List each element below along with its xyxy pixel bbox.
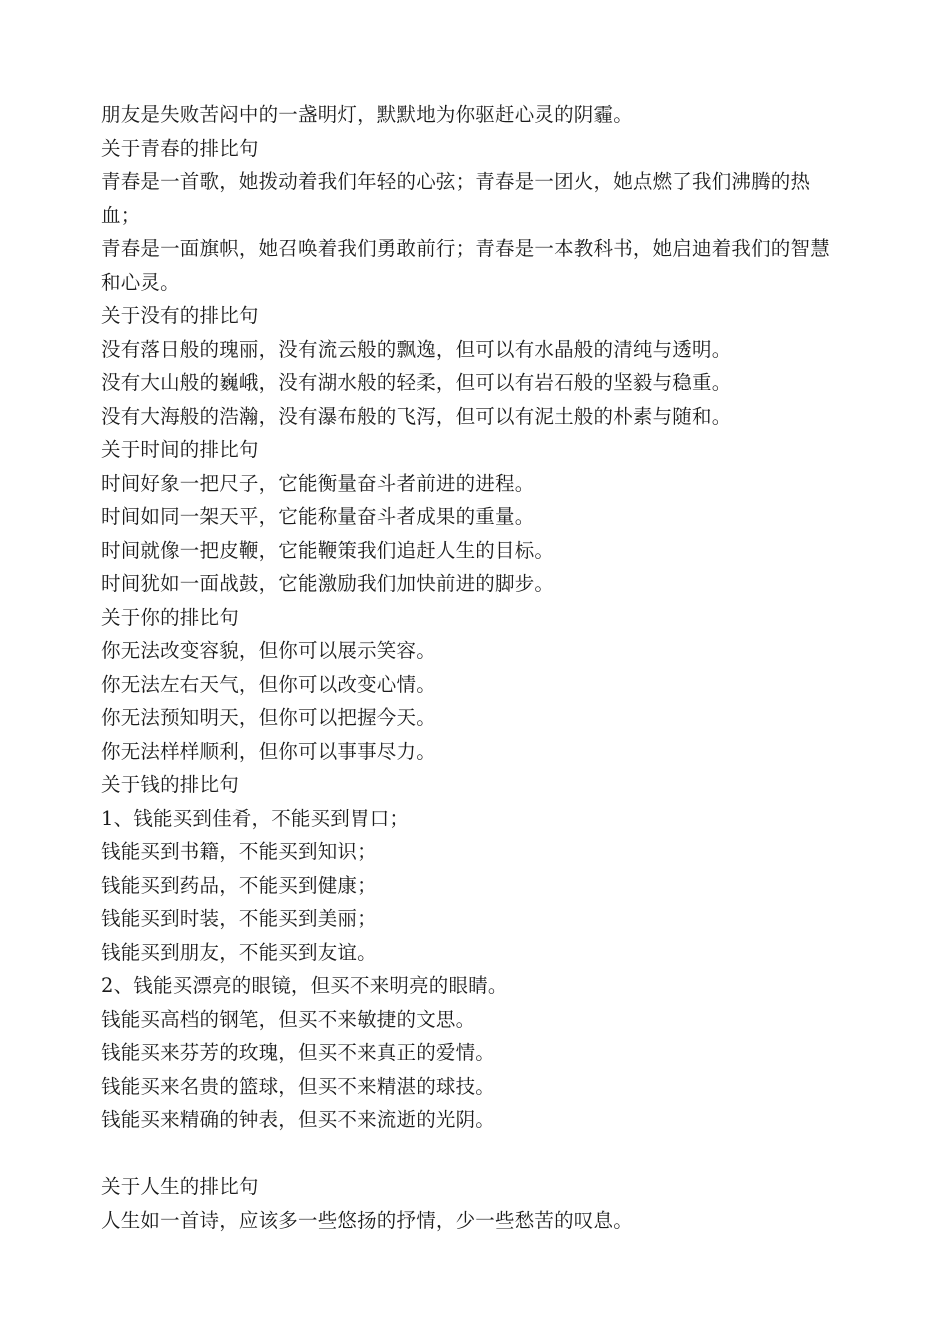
- text-line: 钱能买来芬芳的玫瑰，但买不来真正的爱情。: [101, 1041, 496, 1064]
- text-line: 你无法样样顺利，但你可以事事尽力。: [101, 739, 436, 763]
- text-line: 时间好象一把尺子，它能衡量奋斗者前进的进程。: [101, 471, 535, 495]
- text-line: 没有大山般的巍峨，没有湖水般的轻柔，但可以有岩石般的坚毅与稳重。: [101, 371, 732, 394]
- section-heading-you: 关于你的排比句: [101, 605, 239, 629]
- text-line: 青春是一首歌，她拨动着我们年轻的心弦；青春是一团火，她点燃了我们沸腾的热血；: [101, 170, 811, 227]
- text-line: 人生如一首诗，应该多一些悠扬的抒情，少一些愁苦的叹息。: [101, 1208, 633, 1232]
- text-line: 你无法改变容貌，但你可以展示笑容。: [101, 639, 436, 662]
- text-line: 时间犹如一面战鼓，它能激励我们加快前进的脚步。: [101, 572, 555, 595]
- text-line: 钱能买到药品，不能买到健康；: [101, 873, 377, 897]
- text-line: 钱能买到时装，不能买到美丽；: [101, 907, 377, 930]
- text-line: 钱能买来精确的钟表，但买不来流逝的光阴。: [101, 1108, 496, 1131]
- blank-line: [101, 1137, 846, 1171]
- text-line: 你无法左右天气，但你可以改变心情。: [101, 672, 436, 696]
- text-line: 1、钱能买到佳肴，不能买到胃口；: [101, 806, 410, 830]
- section-heading-money: 关于钱的排比句: [101, 773, 239, 796]
- text-line: 没有落日般的瑰丽，没有流云般的飘逸，但可以有水晶般的清纯与透明。: [101, 337, 732, 361]
- section-heading-youth: 关于青春的排比句: [101, 136, 259, 160]
- text-line: 钱能买到书籍，不能买到知识；: [101, 840, 377, 863]
- text-line: 你无法预知明天，但你可以把握今天。: [101, 706, 436, 729]
- text-line: 时间如同一架天平，它能称量奋斗者成果的重量。: [101, 505, 535, 528]
- text-line: 没有大海般的浩瀚，没有瀑布般的飞泻，但可以有泥土般的朴素与随和。: [101, 404, 732, 428]
- text-line: 钱能买到朋友，不能买到友谊。: [101, 940, 377, 964]
- section-heading-time: 关于时间的排比句: [101, 438, 259, 461]
- section-heading-life: 关于人生的排比句: [101, 1175, 259, 1198]
- text-line: 青春是一面旗帜，她召唤着我们勇敢前行；青春是一本教科书，她启迪着我们的智慧和心灵。: [101, 237, 830, 294]
- text-line: 朋友是失败苦闷中的一盏明灯，默默地为你驱赶心灵的阴霾。: [101, 103, 633, 126]
- text-line: 钱能买高档的钢笔，但买不来敏捷的文思。: [101, 1007, 476, 1031]
- text-line: 时间就像一把皮鞭，它能鞭策我们追赶人生的目标。: [101, 538, 555, 562]
- document-body: [101, 98, 846, 1237]
- text-line: 2、钱能买漂亮的眼镜，但买不来明亮的眼睛。: [101, 974, 508, 997]
- text-line: 钱能买来名贵的篮球，但买不来精湛的球技。: [101, 1074, 496, 1098]
- section-heading-without: 关于没有的排比句: [101, 304, 259, 327]
